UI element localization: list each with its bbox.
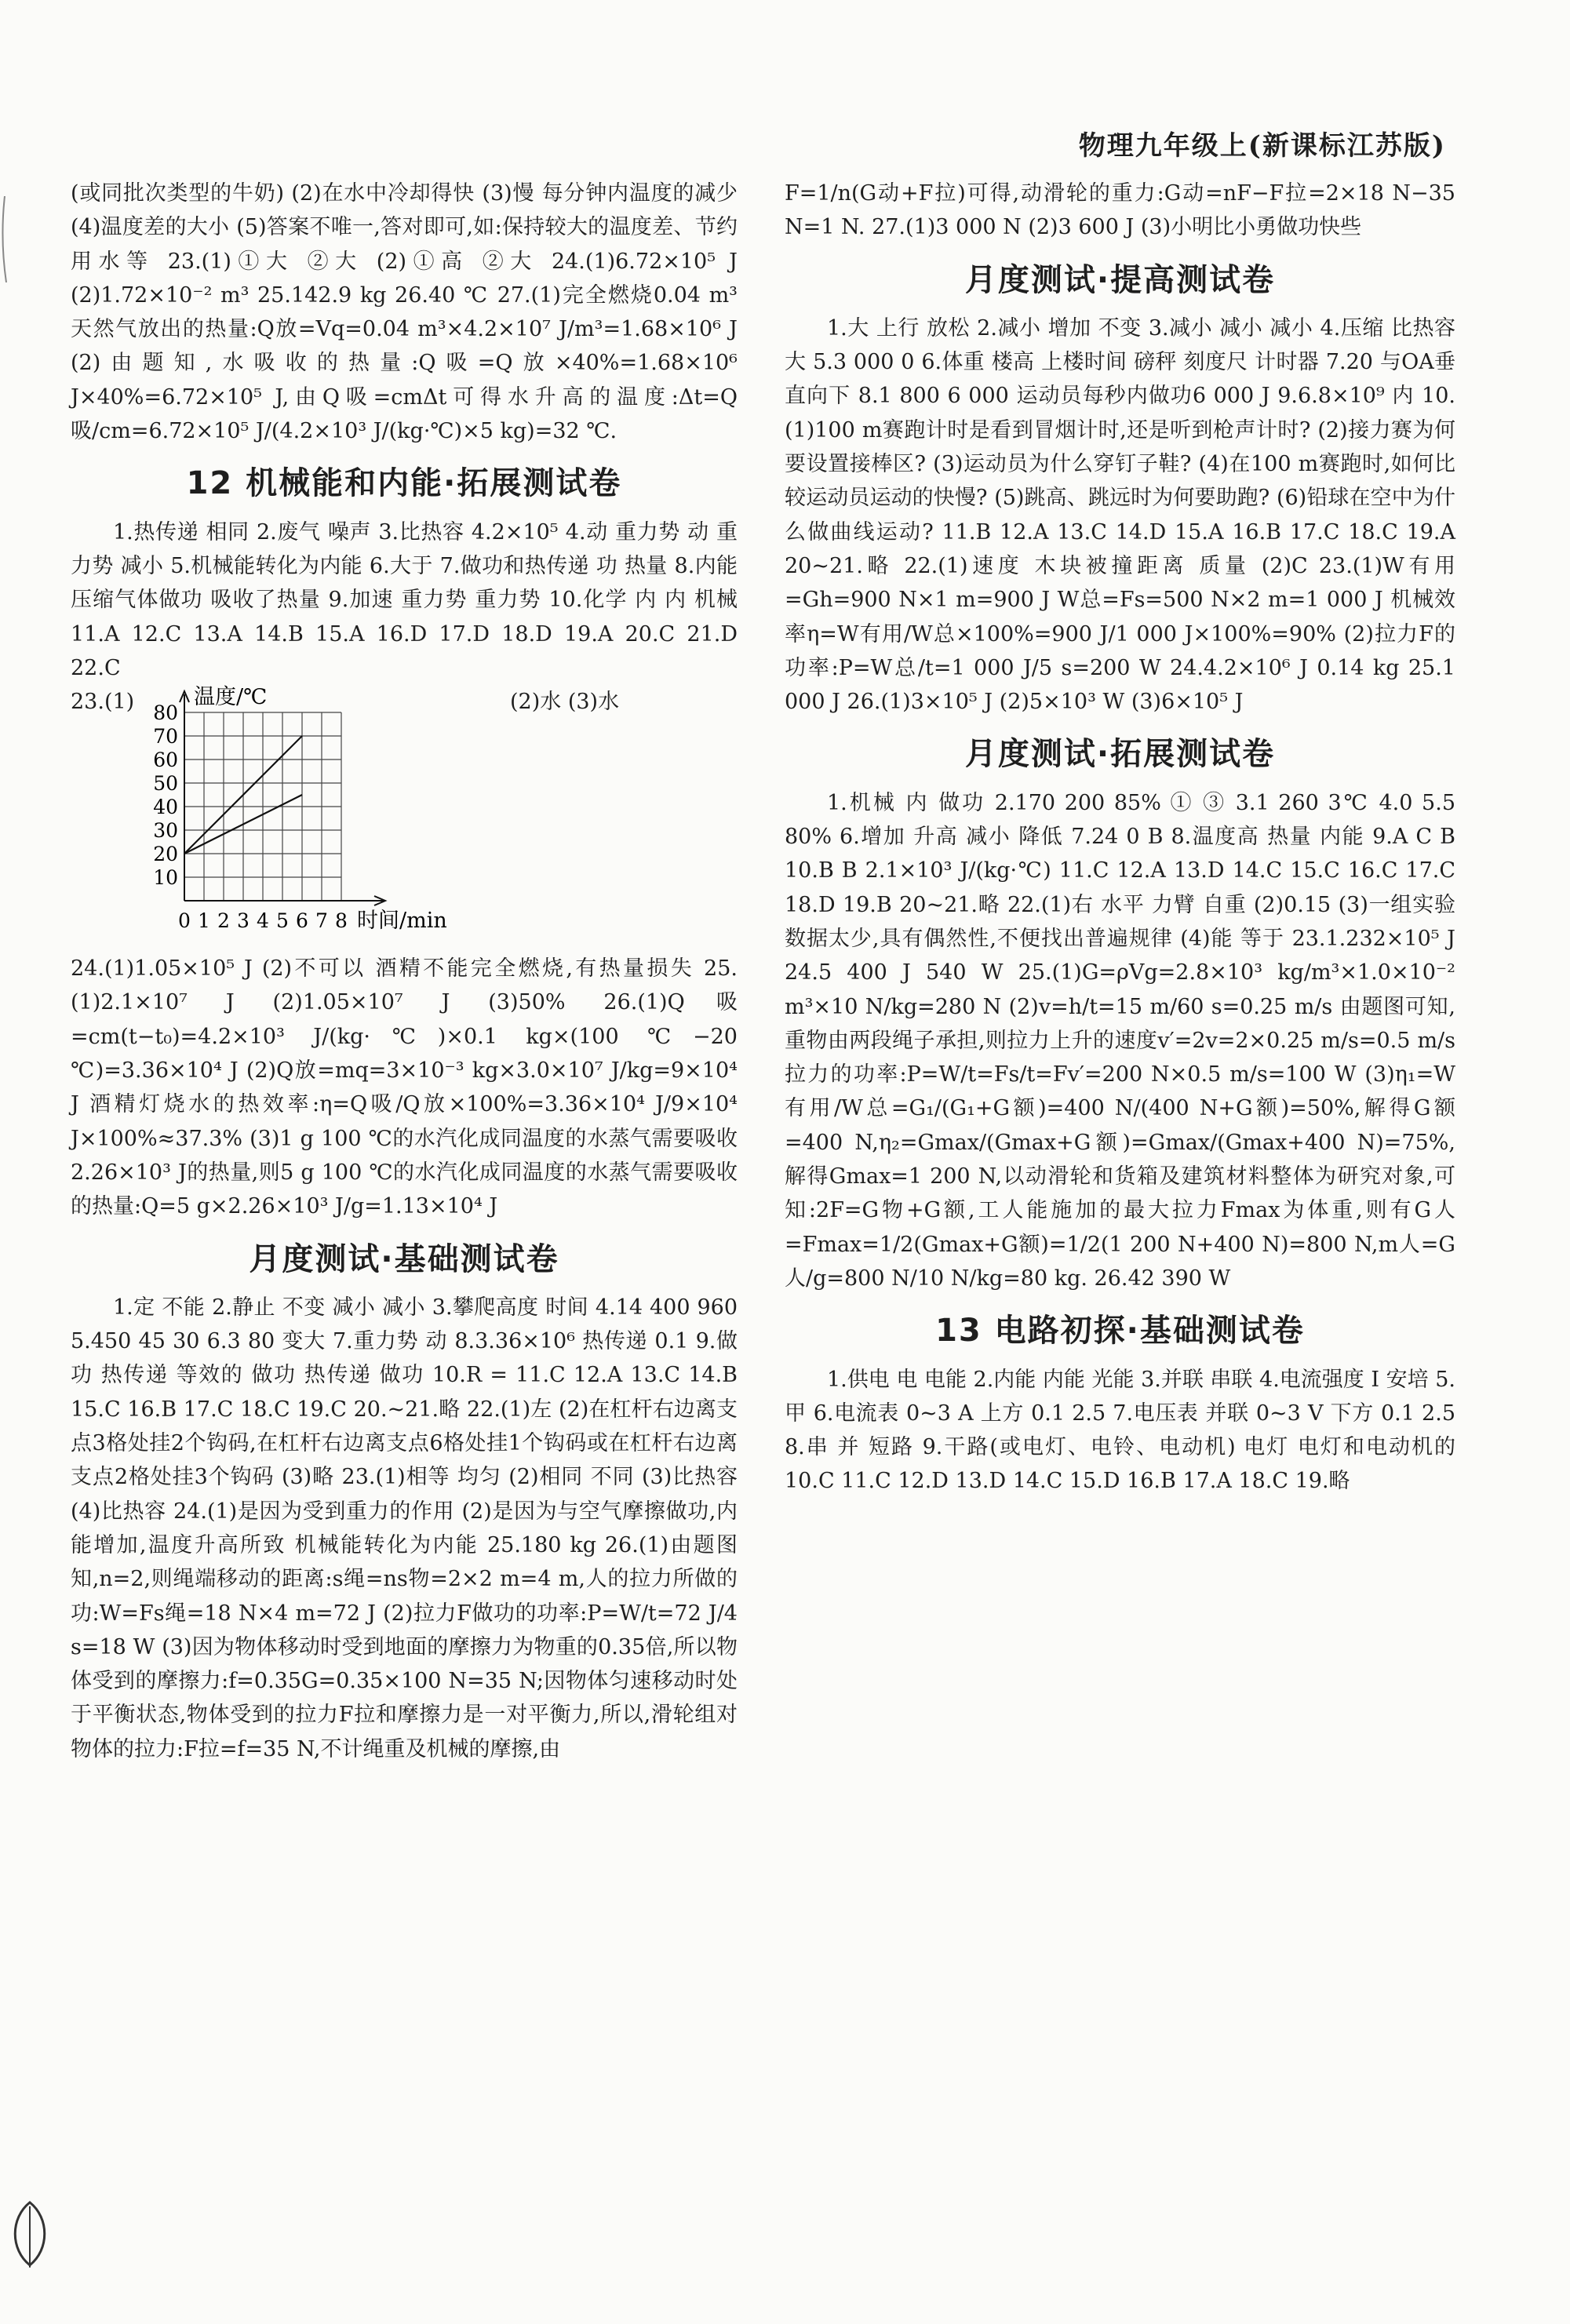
right-column [785, 177, 1455, 1499]
x-tick-label: 0 [178, 909, 191, 933]
x-tick-label: 7 [315, 909, 328, 933]
page-header: 物理九年级上(新课标江苏版) [1078, 130, 1446, 162]
section-12-answers-b: 24.(1)1.05×10⁵ J (2)不可以 酒精不能完全燃烧,有热量损失 25.(1)2.1×10⁷ J (2)1.05×10⁷ J (3)50% 26.(1)Q吸=cm(t−t₀)=4.2×10³ J/(kg·℃)×0.1 kg×(100 ℃−20 ℃)=3.36×10⁴ J (2)Q放=mq=3×10⁻³ kg×3.0×10⁷ J/kg=9×10⁴ J 酒精灯烧水的热效率:η=Q吸/Q放×100%=3.36×10⁴ J/9×10⁴ J×100%≈37.3% (3)1 g 100 ℃的水汽化成同温度的水蒸气需要吸收2.26×10³ J的热量,则5 g 100 ℃的水汽化成同温度的水蒸气需要吸收的热量:Q=5 g×2.26×10³ J/g=1.13×10⁴ J [71, 956, 738, 1219]
x-tick-label: 1 [198, 909, 210, 933]
x-tick-label: 3 [237, 909, 250, 933]
section-13-title: 13 电路初探·基础测试卷 [935, 1313, 1305, 1350]
expand-test-answers: 1.机械 内 做功 2.170 200 85% ① ③ 3.1 260 3℃ 4.0 5.5 80% 6.增加 升高 减小 降低 7.24 0 B 8.温度高 热量 内能 9.A C B 10.B B 2.1×10³ J/(kg·℃) 11.C 12.A 13.D 14.C 15.C 16.C 17.C 18.D 19.B 20~21.略 22.(1)右 水平 力臂 自重 (2)0.15 (3)一组实验数据太少,具有偶然性,不便找出普遍规律 (4)能 等于 23.1.232×10⁵ J 24.5 400 J 540 W 25.(1)G=ρVg=2.8×10³ kg/m³×1.0×10⁻² m³×10 N/kg=280 N (2)v=h/t=15 m/60 s=0.25 m/s 由题图可知,重物由两段绳子承担,则拉力上升的速度v′=2v=2×0.25 m/s=0.5 m/s 拉力的功率:P=W/t=Fs/t=Fv′=200 N×0.5 m/s=100 W (3)η₁=W有用/W总=G₁/(G₁+G额)=400 N/(400 N+G额)=50%,解得G额=400 N,η₂=Gmax/(Gmax+G额)=Gmax/(Gmax+400 N)=75%,解得Gmax=1 200 N,以动滑轮和货箱及建筑材料整体为研究对象,可知:2F=G物+G额,工人能施加的最大拉力Fmax为体重,则有G人=Fmax=1/2(Gmax+G额)=1/2(1 200 N+400 N)=800 N,m人=G人/g=800 N/10 N/kg=80 kg. 26.42 390 W [785, 790, 1455, 1291]
section-13-answers: 1.供电 电 电能 2.内能 内能 光能 3.并联 串联 4.电流强度 I 安培 5.甲 6.电流表 0~3 A 上方 0.1 2.5 7.电压表 并联 0~3 V 下方 0.1 2.5 8.串 并 短路 9.干路(或电灯、电铃、电动机) 电灯 电灯和电动机的 10.C 11.C 12.D 13.D 14.C 15.D 16.B 17.A 18.C 19.略 [785, 1367, 1455, 1494]
improve-test-title: 月度测试·提高测试卷 [964, 261, 1276, 298]
x-axis-label: 时间/min [357, 909, 447, 934]
right-intro: F=1/n(G动+F拉)可得,动滑轮的重力:G动=nF−F拉=2×18 N−35 N=1 N. 27.(1)3 000 N (2)3 600 J (3)小明比小勇做功快些 [785, 181, 1455, 240]
y-tick-label: 40 [153, 796, 178, 819]
y-tick-label: 70 [153, 725, 178, 749]
y-tick-label: 80 [153, 701, 178, 725]
leaf-logo-icon [6, 2198, 53, 2269]
basic-test-answers: 1.定 不能 2.静止 不变 减小 减小 3.攀爬高度 时间 4.14 400 960 5.450 45 30 6.3 80 变大 7.重力势 动 8.3.36×10⁶ 热传递 0.1 9.做功 热传递 等效的 做功 热传递 做功 10.R = 11.C 12.A 13.C 14.B 15.C 16.B 17.C 18.C 19.C 20.~21.略 22.(1)左 (2)在杠杆右边离支点3格处挂2个钩码,在杠杆右边离支点6格处挂1个钩码或在杠杆右边离支点2格处挂3个钩码 (3)略 23.(1)相等 均匀 (2)相同 不同 (3)比热容 (4)比热容 24.(1)是因为受到重力的作用 (2)是因为与空气摩擦做功,内能增加,温度升高所致 机械能转化为内能 25.180 kg 26.(1)由题图知,n=2,则绳端移动的距离:s绳=ns物=2×2 m=4 m,人的拉力所做的功:W=Fs绳=18 N×4 m=72 J (2)拉力F做功的功率:P=W/t=72 J/4 s=18 W (3)因为物体移动时受到地面的摩擦力为物重的0.35倍,所以物体受到的摩擦力:f=0.35G=0.35×100 N=35 N;因物体匀速移动时处于平衡状态,物体受到的拉力F拉和摩擦力是一对平衡力,所以,滑轮组对物体的拉力:F拉=f=35 N,不计绳重及机械的摩擦,由 [71, 1295, 738, 1761]
question-23-label: 23.(1) [71, 690, 135, 715]
left-intro: (或同批次类型的牛奶) (2)在水中冷却得快 (3)慢 每分钟内温度的减少 (4)温度差的大小 (5)答案不唯一,答对即可,如:保持较大的温度差、节约用水等 23.(1)①大 ②大 (2)①高 ②大 24.(1)6.72×10⁵ J (2)1.72×10⁻² m³ 25.142.9 kg 26.40 ℃ 27.(1)完全燃烧0.04 m³天然气放出的热量:Q放=Vq=0.04 m³×4.2×10⁷ J/m³=1.68×10⁶ J (2)由题知,水吸收的热量:Q吸=Q放×40%=1.68×10⁶ J×40%=6.72×10⁵ J,由Q吸=cmΔt可得水升高的温度:Δt=Q吸/cm=6.72×10⁵ J/(4.2×10³ J/(kg·℃)×5 kg)=32 ℃. [71, 181, 738, 444]
question-23-row [71, 685, 738, 952]
y-tick-label: 30 [153, 819, 178, 843]
x-tick-label: 2 [217, 909, 230, 933]
y-tick-label: 20 [153, 843, 178, 866]
expand-test-title: 月度测试·拓展测试卷 [964, 736, 1276, 773]
improve-test-answers: 1.大 上行 放松 2.减小 增加 不变 3.减小 减小 减小 4.压缩 比热容大 5.3 000 0 6.体重 楼高 上楼时间 磅秤 刻度尺 计时器 7.20 与OA垂直向下 8.1 800 6 000 运动员每秒内做功6 000 J 9.6.8×10⁹ 内 10.(1)100 m赛跑计时是看到冒烟计时,还是听到枪声计时? (2)接力赛为何要设置接棒区? (3)运动员为什么穿钉子鞋? (4)在100 m赛跑时,如何比较运动员运动的快慢? (5)跳高、跳远时为何要助跑? (6)铅球在空中为什么做曲线运动? 11.B 12.A 13.C 14.D 15.A 16.B 17.C 18.C 19.A 20~21.略 22.(1)速度 木块被撞距离 质量 (2)C 23.(1)W有用=Gh=900 N×1 m=900 J W总=Fs=500 N×2 m=1 000 J 机械效率η=W有用/W总×100%=900 J/1 000 J×100%=90% (2)拉力F的功率:P=W总/t=1 000 J/5 s=200 W 24.4.2×10⁶ J 0.14 kg 25.1 000 J 26.(1)3×10⁵ J (2)5×10³ W (3)6×10⁵ J [785, 315, 1455, 715]
x-tick-label: 5 [276, 909, 289, 933]
x-tick-label: 4 [257, 909, 269, 933]
left-column [71, 177, 738, 1766]
basic-test-title: 月度测试·基础测试卷 [249, 1240, 559, 1277]
x-tick-label: 6 [296, 909, 308, 933]
section-12-answers-a: 1.热传递 相同 2.废气 噪声 3.比热容 4.2×10⁵ 4.动 重力势 动 重力势 减小 5.机械能转化为内能 6.大于 7.做功和热传递 功 热量 8.内能 压缩气体做功 吸收了热量 9.加速 重力势 重力势 10.化学 内 内 机械 11.A 12.C 13.A 14.B 15.A 16.D 17.D 18.D 19.A 20.C 21.D 22.C [71, 519, 738, 680]
section-12-title: 12 机械能和内能·拓展测试卷 [186, 465, 622, 502]
temperature-chart [141, 685, 502, 944]
y-tick-label: 50 [153, 772, 178, 796]
y-axis-label: 温度/℃ [194, 685, 268, 710]
y-tick-label: 10 [153, 866, 178, 890]
y-tick-label: 60 [153, 749, 178, 772]
x-tick-label: 8 [335, 909, 348, 933]
question-23-answers: (2)水 (3)水 [510, 690, 620, 715]
page-edge-mark [0, 196, 9, 282]
